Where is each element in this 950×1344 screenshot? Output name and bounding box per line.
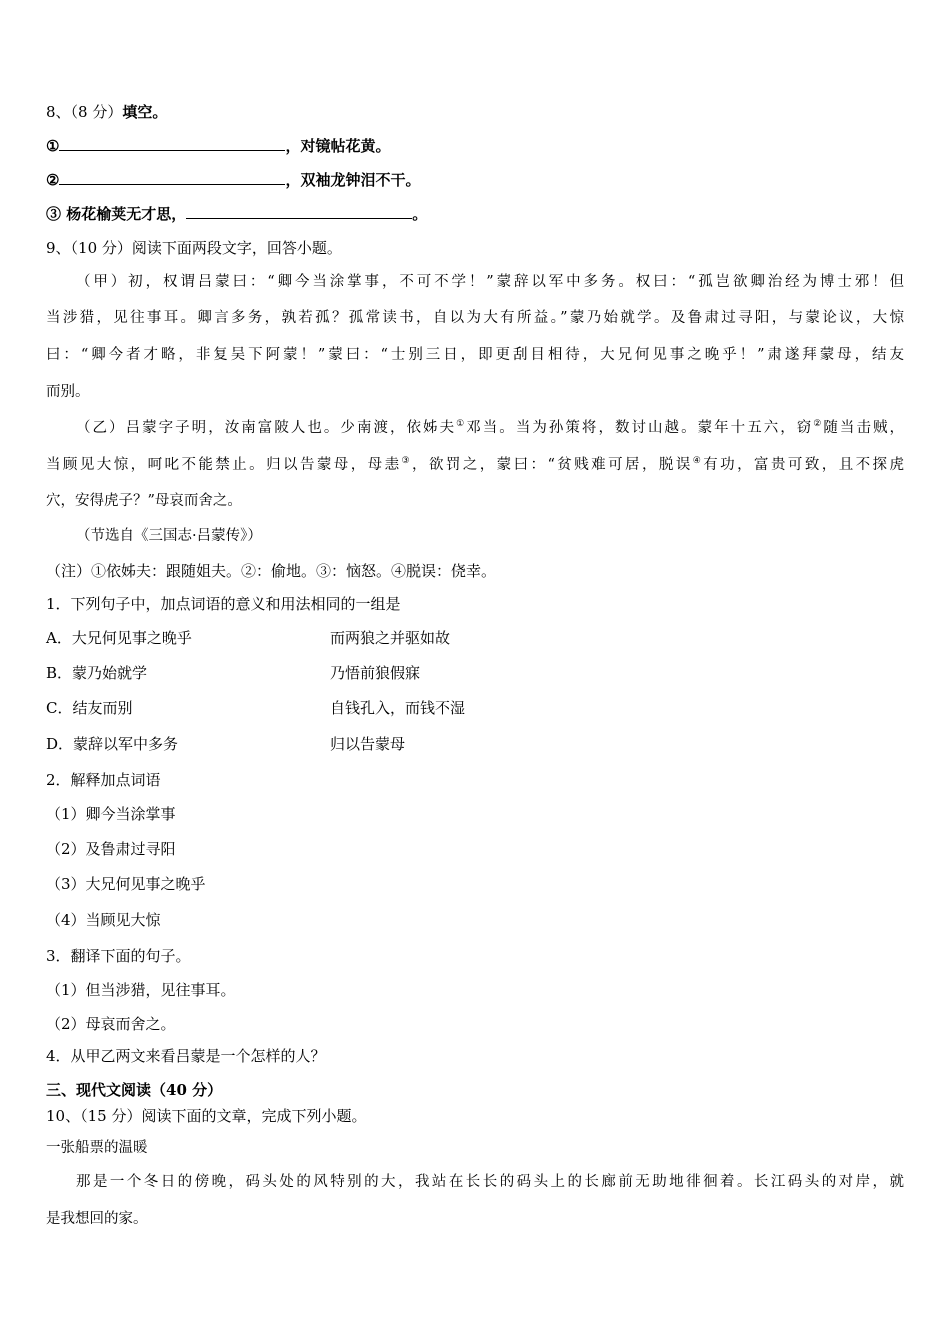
passage-yi-line: 当顾见大惊，呵叱不能禁止。归以告蒙母，母恚③，欲罚之，蒙曰：“贫贱难可居，脱误④有功，富贵可致，且不探虎 — [46, 456, 904, 473]
q8-blank-line-2 — [46, 170, 420, 190]
option-b-left: B．蒙乃始就学 — [46, 664, 148, 682]
subquestion-3-item: （2）母哀而舍之。 — [46, 1015, 176, 1033]
passage-yi-line: （乙）吕蒙字子明，汝南富陂人也。少南渡，依姊夫①邓当。当为孙策将，数讨山越。蒙年十五六，窃②随当击贼， — [76, 419, 905, 436]
passage-jia-line: （甲）初，权谓吕蒙曰：“卿今当涂掌事，不可不学！”蒙辞以军中多务。权曰：“孤岂欲卿治经为博士邪！但 — [76, 274, 904, 290]
article-paragraph-line: 那是一个冬日的傍晚，码头处的风特别的大，我站在长长的码头上的长廊前无助地徘徊着。长江码头的对岸，就 — [76, 1174, 904, 1190]
q9-heading: 9、（10 分）阅读下面两段文字，回答小题。 — [46, 239, 342, 257]
q8-heading — [46, 102, 167, 122]
q8-blank3-text: ③ 杨花榆荚无才思， — [46, 205, 187, 223]
q8-blank-line-1 — [46, 136, 390, 156]
q8-blank-line-3 — [46, 204, 427, 224]
subquestion-2-item: （2）及鲁肃过寻阳 — [46, 840, 176, 858]
q8-number: 8、（8 分） — [46, 103, 123, 121]
subquestion-1-heading: 1．下列句子中，加点词语的意义和用法相同的一组是 — [46, 595, 401, 613]
article-paragraph-line: 是我想回的家。 — [46, 1211, 148, 1227]
subquestion-4-heading: 4．从甲乙两文来看吕蒙是一个怎样的人？ — [46, 1047, 326, 1065]
article-title: 一张船票的温暖 — [46, 1140, 148, 1156]
option-d-left: D．蒙辞以军中多务 — [46, 735, 179, 753]
passage-source: （节选自《三国志·吕蒙传》） — [76, 528, 262, 544]
footnote-ref-2: ② — [813, 419, 824, 429]
option-row-a — [46, 628, 646, 648]
q8-blank3-end: 。 — [412, 205, 428, 223]
q8-blank3-answer-line[interactable] — [186, 204, 412, 219]
q10-heading: 10、（15 分）阅读下面的文章，完成下列小题。 — [46, 1107, 367, 1125]
option-d-right: 归以告蒙母 — [330, 735, 406, 753]
option-row-d — [46, 734, 646, 754]
q8-blank1-answer-line[interactable] — [59, 136, 285, 151]
subquestion-3-item: （1）但当涉猎，见往事耳。 — [46, 981, 236, 999]
footnote-ref-4: ④ — [692, 456, 704, 466]
option-row-b — [46, 663, 646, 683]
option-row-c — [46, 698, 646, 718]
option-c-left: C．结友而别 — [46, 699, 133, 717]
footnote-ref-1: ① — [456, 419, 467, 429]
passage-jia-line: 而别。 — [46, 384, 90, 400]
q8-blank1-mark: ① — [46, 137, 60, 155]
subquestion-2-heading: 2．解释加点词语 — [46, 771, 161, 789]
q8-blank2-mark: ② — [46, 171, 60, 189]
section-3-title: 三、现代文阅读（40 分） — [46, 1081, 223, 1099]
subquestion-2-item: （4）当顾见大惊 — [46, 911, 161, 929]
q8-title: 填空。 — [122, 103, 168, 121]
passage-jia-line: 当涉猎，见往事耳。卿言多务，孰若孤？孤常读书，自以为大有所益。”蒙乃始就学。及鲁肃过寻阳，与蒙论议，大惊 — [46, 310, 904, 326]
subquestion-2-item: （1）卿今当涂掌事 — [46, 805, 176, 823]
q8-blank2-text: ，双袖龙钟泪不干。 — [285, 171, 421, 189]
passage-notes: （注）①依姊夫：跟随姐夫。②：偷地。③：恼怒。④脱误：侥幸。 — [46, 562, 497, 580]
option-b-right: 乃悟前狼假寐 — [330, 664, 421, 682]
q8-blank2-answer-line[interactable] — [59, 170, 285, 185]
passage-yi-line: 穴，安得虎子？”母哀而舍之。 — [46, 493, 242, 509]
option-c-right: 自钱孔入，而钱不湿 — [330, 699, 466, 717]
subquestion-3-heading: 3．翻译下面的句子。 — [46, 947, 191, 965]
footnote-ref-3: ③ — [401, 456, 413, 466]
passage-jia-line: 曰：“卿今者才略，非复吴下阿蒙！”蒙曰：“士别三日，即更刮目相待，大兄何见事之晚乎！”肃遂拜蒙母，结友 — [46, 347, 904, 363]
option-a-left: A．大兄何见事之晚乎 — [46, 629, 192, 647]
subquestion-2-item: （3）大兄何见事之晚乎 — [46, 875, 206, 893]
q8-blank1-text: ，对镜帖花黄。 — [285, 137, 391, 155]
option-a-right: 而两狼之并驱如故 — [330, 629, 451, 647]
